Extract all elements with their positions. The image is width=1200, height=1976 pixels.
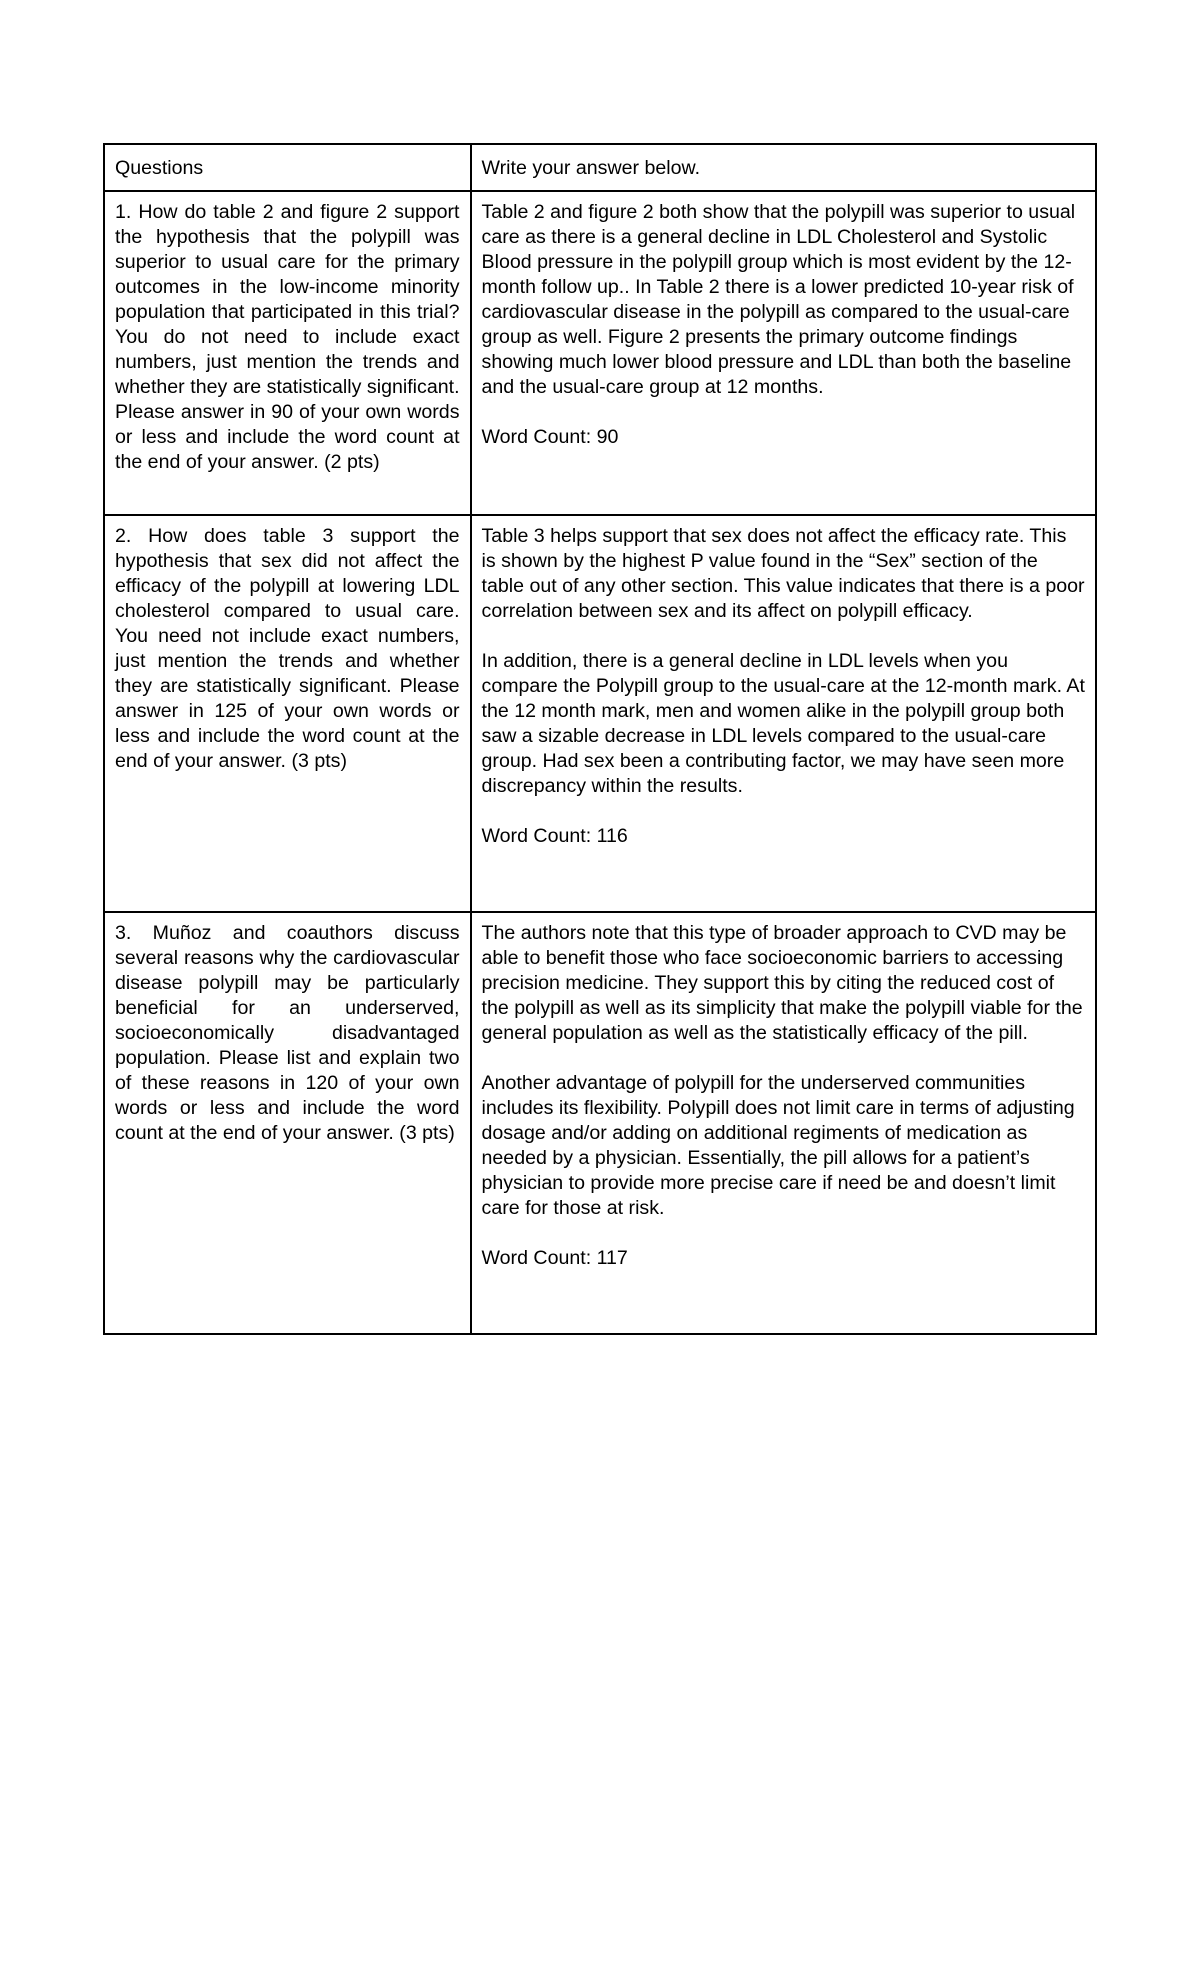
word-count: Word Count: 90 xyxy=(481,426,619,448)
answer-paragraph: In addition, there is a general decline in LDL levels when you compare the Polypill group to the usual-care at the 12-month mark. At the 12 month mark, men and women alike in the polypill group both saw a sizable decrease in LDL levels compared to the usual-care group. Had sex been a contributing factor, we may have seen more discrepancy within the results. xyxy=(481,650,1085,797)
qa-table xyxy=(103,143,1097,1335)
question-text: 1. How do table 2 and figure 2 support the hypothesis that the polypill was superior to usual care for the primary outcomes in the low-income minority population that participated in this trial? You do not need to include exact numbers, just mention the trends and whether they are statistically significant. Please answer in 90 of your own words or less and include the word count at the end of your answer. (2 pts) xyxy=(115,201,460,473)
word-count: Word Count: 116 xyxy=(481,825,628,847)
answer-paragraph: The authors note that this type of broader approach to CVD may be able to benefit those who face socioeconomic barriers to accessing precision medicine. They support this by citing the reduced cost of the polypill as well as its simplicity that make the polypill viable for the general population as well as the statistically efficacy of the pill. xyxy=(481,922,1083,1044)
answer-paragraph: Table 3 helps support that sex does not affect the efficacy rate. This is shown by the highest P value found in the “Sex” section of the table out of any other section. This value indicates that there is a poor correlation between sex and its affect on polypill efficacy. xyxy=(481,525,1085,622)
answer-cell xyxy=(471,912,1096,1334)
table-row xyxy=(104,912,1096,1334)
question-cell xyxy=(104,515,471,912)
word-count: Word Count: 117 xyxy=(481,1247,628,1269)
question-cell xyxy=(104,912,471,1334)
answer-paragraph: Another advantage of polypill for the underserved communities includes its flexibility. Polypill does not limit care in terms of adjusting dosage and/or adding on additional regiments of medication as needed by a physician. Essentially, the pill allows for a patient’s physician to provide more precise care if need be and doesn’t limit care for those at risk. xyxy=(481,1072,1075,1219)
answer-cell xyxy=(471,515,1096,912)
answer-cell xyxy=(471,191,1096,515)
table-row xyxy=(104,515,1096,912)
question-text: 2. How does table 3 support the hypothesis that sex did not affect the efficacy of the polypill at lowering LDL cholesterol compared to usual care. You need not include exact numbers, just mention the trends and whether they are statistically significant. Please answer in 125 of your own words or less and include the word count at the end of your answer. (3 pts) xyxy=(115,525,460,772)
questions-header: Questions xyxy=(104,144,471,191)
table-row xyxy=(104,191,1096,515)
answer-paragraph: Table 2 and figure 2 both show that the polypill was superior to usual care as there is a general decline in LDL Cholesterol and Systolic Blood pressure in the polypill group which is most evident by the 12-month follow up.. In Table 2 there is a lower predicted 10-year risk of cardiovascular disease in the polypill as compared to the usual-care group as well. Figure 2 presents the primary outcome findings showing much lower blood pressure and LDL than both the baseline and the usual-care group at 12 months. xyxy=(481,201,1076,398)
table-header-row xyxy=(104,144,1096,191)
question-text: 3. Muñoz and coauthors discuss several reasons why the cardiovascular disease polypill may be particularly beneficial for an underserved, socioeconomically disadvantaged population. Please list and explain two of these reasons in 120 of your own words or less and include the word count at the end of your answer. (3 pts) xyxy=(115,922,460,1144)
answers-header: Write your answer below. xyxy=(471,144,1096,191)
question-cell xyxy=(104,191,471,515)
